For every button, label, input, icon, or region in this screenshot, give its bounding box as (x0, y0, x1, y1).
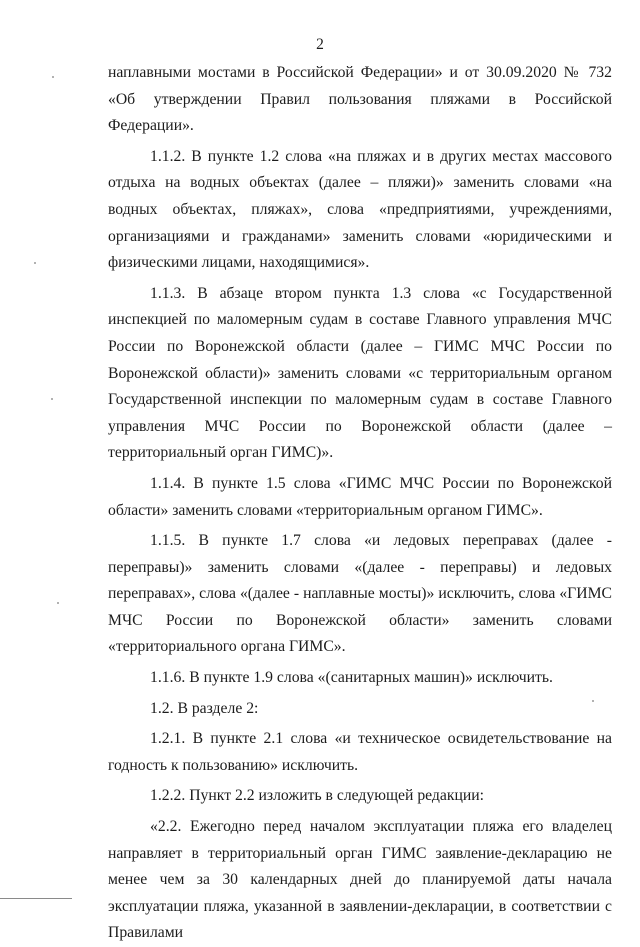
paragraph-1-1-2: 1.1.2. В пункте 1.2 слова «на пляжах и в других местах массового отдыха на водных объектах (далее – пляжи)» заменить словами «на водных объектах, пляжах», слова «предприятиями, учреждениями, организациями и гражданами» заменить словами «юридическими и физическими лицами, находящимися». (108, 147, 612, 272)
page-number: 2 (316, 36, 324, 53)
document-body (108, 60, 612, 947)
paragraph-continuation: наплавными мостами в Российской Федерации» и от 30.09.2020 № 732 «Об утверждении Правил пользования пляжами в Российской Федерации». (108, 64, 612, 135)
page-edge-line (0, 898, 72, 899)
paragraph-1-1-5: 1.1.5. В пункте 1.7 слова «и ледовых переправах (далее - переправы)» заменить словами «(далее - переправы) и ледовых переправах», слова «(далее - наплавные мосты)» исключить, слова «ГИМС МЧС России по Воронежской области» заменить словами «территориального органа ГИМС». (108, 532, 612, 656)
scan-speck (52, 76, 54, 78)
scan-speck (592, 700, 594, 702)
paragraph-1-2-2: 1.2.2. Пункт 2.2 изложить в следующей редакции: (150, 787, 485, 805)
scan-speck (34, 262, 36, 264)
paragraph-2-2-quote: «2.2. Ежегодно перед началом эксплуатации пляжа его владелец направляет в территориальный орган ГИМС заявление-декларацию не менее чем за 30 календарных дней до планируемой даты начала эксплуатации пляжа, указанной в заявлении-декларации, в соответствии с Правилами (108, 818, 612, 942)
paragraph-1-2-1: 1.2.1. В пункте 2.1 слова «и техническое освидетельствование на годность к пользованию» исключить. (108, 730, 612, 774)
paragraph-1-1-4: 1.1.4. В пункте 1.5 слова «ГИМС МЧС России по Воронежской области» заменить словами «территориальным органом ГИМС». (108, 474, 612, 519)
paragraph-1-1-6: 1.1.6. В пункте 1.9 слова «(санитарных машин)» исключить. (150, 669, 553, 687)
scan-speck (57, 602, 59, 604)
paragraph-1-1-3: 1.1.3. В абзаце втором пункта 1.3 слова «с Государственной инспекцией по маломерным судам в составе Главного управления МЧС России по Воронежской области (далее – ГИМС МЧС России по Воронежской области)» заменить словами «с территориальным органом Государственной инспекции по маломерным судам в составе Главного управления МЧС России по Воронежской области (далее – территориальный орган ГИМС)». (108, 284, 612, 462)
paragraph-1-2: 1.2. В разделе 2: (150, 699, 259, 717)
scan-speck (51, 398, 53, 400)
